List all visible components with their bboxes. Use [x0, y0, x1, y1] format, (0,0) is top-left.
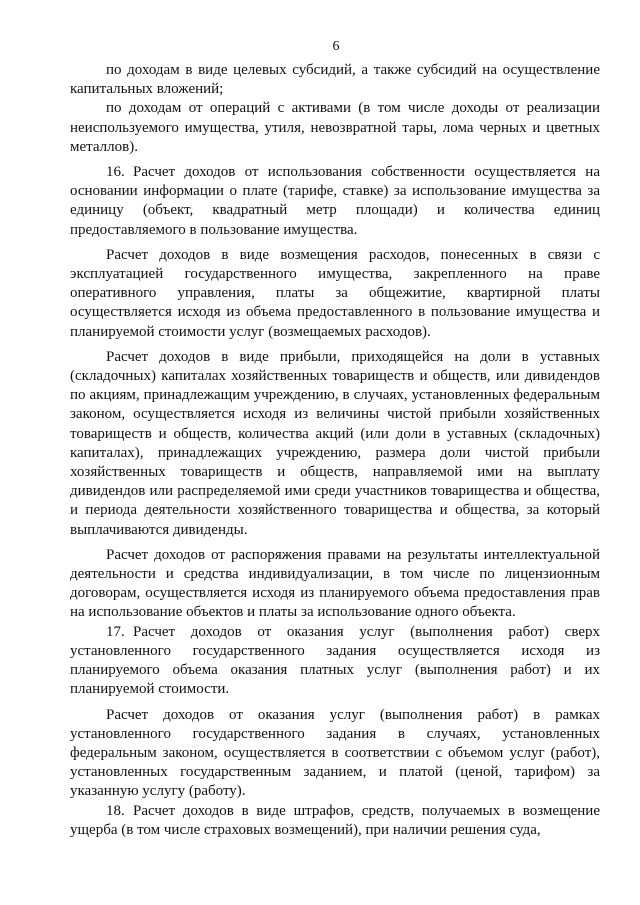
document-body — [70, 61, 600, 840]
paragraph-text: по доходам в виде целевых субсидий, а также субсидий на осуществление капитальных вложений; — [70, 62, 600, 98]
section-17-paragraph — [70, 623, 600, 700]
paragraph-text: Расчет доходов от использования собственности осуществляется на основании информации о плате (тарифе, ставке) за использование имущества за единицу (объект, квадратный метр площади) и количества единиц предоставляемого в пользование имущества. — [70, 164, 600, 238]
paragraph-text: Расчет доходов от оказания услуг (выполнения работ) сверх установленного государственного задания осуществляется исходя из планируемого объема оказания платных услуг (выполнения работ) и их планируемой стоимости. — [70, 623, 600, 698]
page-number: 6 — [332, 39, 340, 54]
paragraph-intellectual-rights — [70, 546, 600, 623]
paragraph-state-task-services — [70, 706, 600, 802]
paragraph-text: Расчет доходов в виде прибыли, приходящейся на доли в уставных (складочных) капиталах хозяйственных товариществ и обществ, или дивидендов по акциям, принадлежащим учреждению, в случаях, установленных федеральным законом, осуществляется исходя из величины чистой прибыли хозяйственных товариществ и обществ, количества акций (или доли в уставных (складочных) капиталах), принадлежащих учреждению, размера доли чистой прибыли хозяйственных товариществ и обществ, направляемой ими на выплату дивидендов или распределяемой ими среди участников товарищества и общества, и периода деятельности хозяйственного товарищества и общества, за который выплачиваются дивиденды. — [70, 348, 600, 538]
paragraph-reimbursement-income — [70, 246, 600, 342]
paragraph-text: Расчет доходов в виде штрафов, средств, получаемых в возмещение ущерба (в том числе страховых возмещений), при наличии решения суда, — [70, 802, 600, 838]
paragraph-text: Расчет доходов от оказания услуг (выполнения работ) в рамках установленного государственного задания в случаях, установленных федеральным законом, осуществляется в соответствии с объемом услуг (работ), установленных государственным заданием, и платой (ценой, тарифом) за указанную услугу (работу). — [70, 706, 600, 800]
paragraph-text: по доходам от операций с активами (в том числе доходы от реализации неиспользуемого имущества, утиля, невозвратной тары, лома черных и цветных металлов). — [70, 100, 600, 155]
paragraph-text: Расчет доходов от распоряжения правами на результаты интеллектуальной деятельности и средства индивидуализации, в том числе по лицензионным договорам, осуществляется исходя из планируемого объема предоставления прав на использование объектов и платы за использование одного объекта. — [70, 546, 600, 621]
section-18-paragraph — [70, 802, 600, 840]
paragraph-text: Расчет доходов в виде возмещения расходов, понесенных в связи с эксплуатацией государственного имущества, закрепленного на праве оперативного управления, платы за общежитие, квартирной платы осуществляется исходя из объема предоставленного в пользование имущества и планируемой стоимости услуг (возмещаемых расходов). — [70, 246, 600, 340]
section-number: 17. — [106, 623, 125, 640]
section-16-paragraph — [70, 163, 600, 240]
section-number: 16. — [106, 164, 125, 181]
paragraph-profit-dividends — [70, 348, 600, 540]
section-number: 18. — [106, 802, 125, 819]
paragraph-asset-operations — [70, 99, 600, 157]
paragraph-subsidies — [70, 61, 600, 99]
